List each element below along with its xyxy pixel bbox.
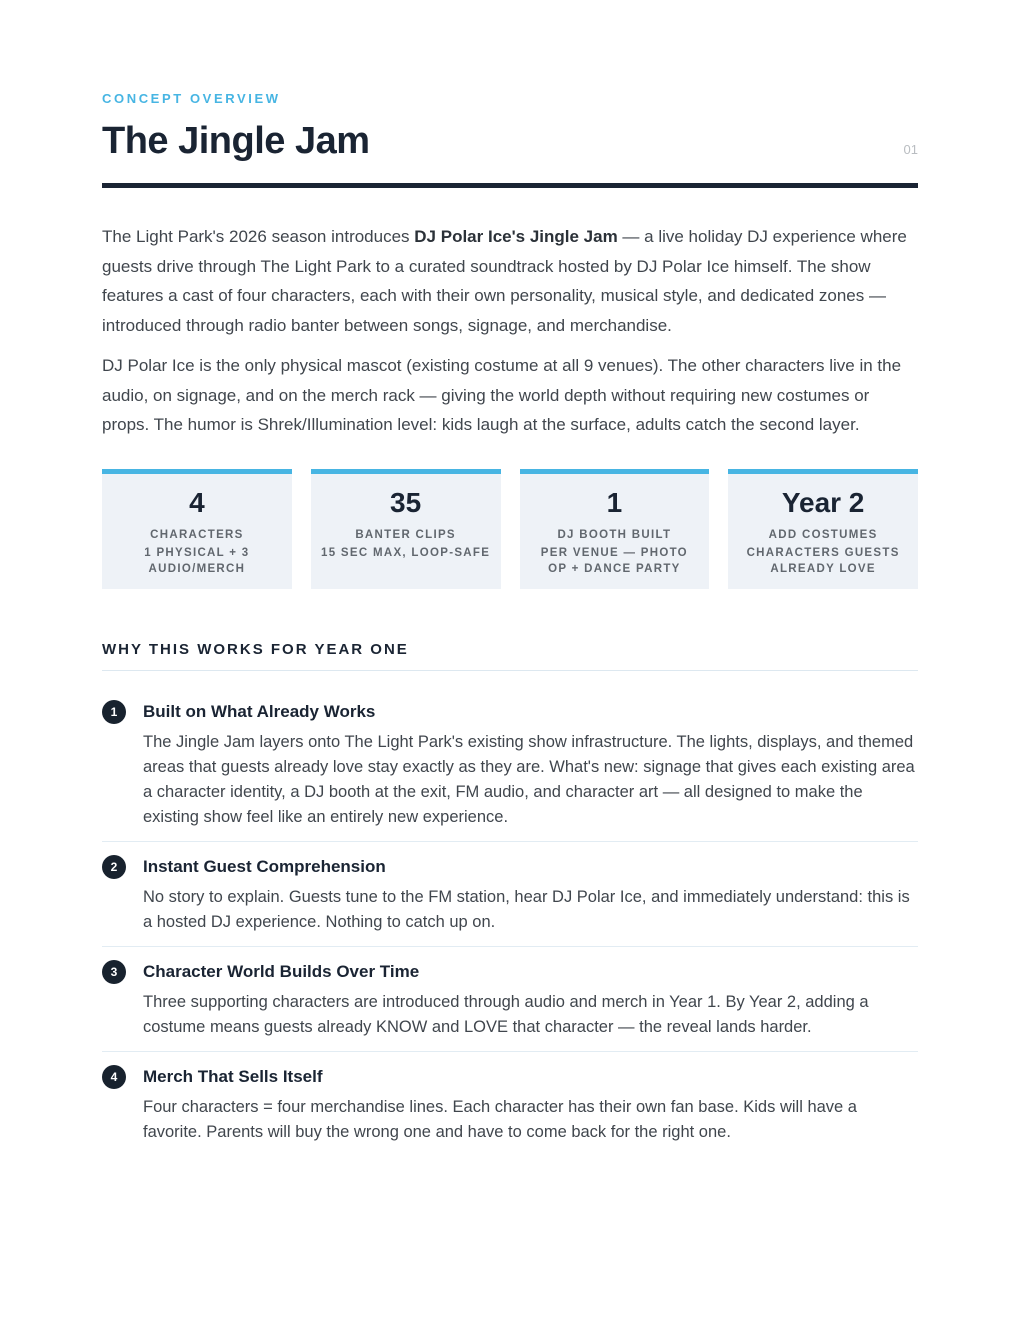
section-heading: WHY THIS WORKS FOR YEAR ONE [102,640,409,658]
intro-p1-before: The Light Park's 2026 season introduces [102,227,415,246]
stat-sublabel: 1 PHYSICAL + 3 AUDIO/MERCH [144,546,250,575]
list-item-character-world [102,947,918,1052]
stat-value: 35 [390,486,422,518]
section-divider [102,670,918,671]
intro-p1-after: — a live holiday DJ experience where guests drive through The Light Park to a curated soundtrack hosted by DJ Polar Ice himself. The show features a cast of four characters, each with their own personality, musical style, and dedicated zones — introduced through radio banter between songs, signage, and merchandise. [102,227,907,335]
title-row [102,119,918,163]
list-item-title: Built on What Already Works [143,701,376,721]
stat-sublabel: CHARACTERS GUESTS ALREADY LOVE [746,546,900,575]
list-item-body: No story to explain. Guests tune to the FM station, hear DJ Polar Ice, and immediately understand: this is a hosted DJ experience. Nothing to catch up on. [143,887,910,931]
number-badge: 4 [102,1065,126,1089]
list-item-title: Character World Builds Over Time [143,961,420,981]
intro-p1-bold: DJ Polar Ice's Jingle Jam [414,227,618,246]
intro-paragraph-2: DJ Polar Ice is the only physical mascot (existing costume at all 9 venues). The other characters live in the audio, on signage, and on the merch rack — giving the world depth without requiring new costumes or props. The humor is Shrek/Illumination level: kids laugh at the surface, adults catch the second layer. [102,356,902,434]
stat-sublabel: PER VENUE — PHOTO OP + DANCE PARTY [540,546,688,575]
stat-value: 4 [189,486,205,518]
intro-paragraph-1 [102,222,918,340]
page-number: 01 [903,142,918,157]
stats-row [102,469,918,589]
list-item-title: Merch That Sells Itself [143,1066,323,1086]
intro-section [102,222,918,440]
stat-label: DJ BOOTH BUILT [557,528,672,541]
page-title: The Jingle Jam [102,120,370,162]
stat-label: ADD COSTUMES [768,528,878,541]
stat-value: Year 2 [781,486,865,518]
list-item-head [102,700,918,724]
number-badge: 2 [102,855,126,879]
title-divider [102,183,918,188]
list-item-instant-comprehension [102,842,918,947]
number-badge: 3 [102,960,126,984]
list-item-body: The Jingle Jam layers onto The Light Park's existing show infrastructure. The lights, displays, and themed areas that guests already love stay exactly as they are. What's new: signage that gives each existing area a character identity, a DJ booth at the exit, FM audio, and character art — all designed to make the existing show feel like an entirely new experience. [143,732,915,826]
list-item-head [102,1065,918,1089]
number-badge: 1 [102,700,126,724]
list-item-head [102,960,918,984]
stat-label: CHARACTERS [150,528,244,541]
stat-card-year-2 [728,469,918,589]
stat-sublabel: 15 SEC MAX, LOOP-SAFE [321,546,491,559]
list-item-merch-sells-itself [102,1052,918,1156]
list-item-head [102,855,918,879]
list-item-built-on-what-works [102,687,918,842]
list-item-title: Instant Guest Comprehension [143,856,386,876]
stat-card-dj-booth [520,469,710,589]
stat-card-characters [102,469,292,589]
stat-label: BANTER CLIPS [355,528,456,541]
stat-card-banter-clips [311,469,501,589]
list-item-body: Three supporting characters are introduced through audio and merch in Year 1. By Year 2, adding a costume means guests already KNOW and LOVE that character — the reveal lands harder. [143,992,869,1036]
why-list [102,687,918,1156]
list-item-body: Four characters = four merchandise lines. Each character has their own fan base. Kids will have a favorite. Parents will buy the wrong one and have to come back for the right one. [143,1097,857,1141]
stat-value: 1 [606,486,623,518]
eyebrow-label: CONCEPT OVERVIEW [102,91,281,106]
